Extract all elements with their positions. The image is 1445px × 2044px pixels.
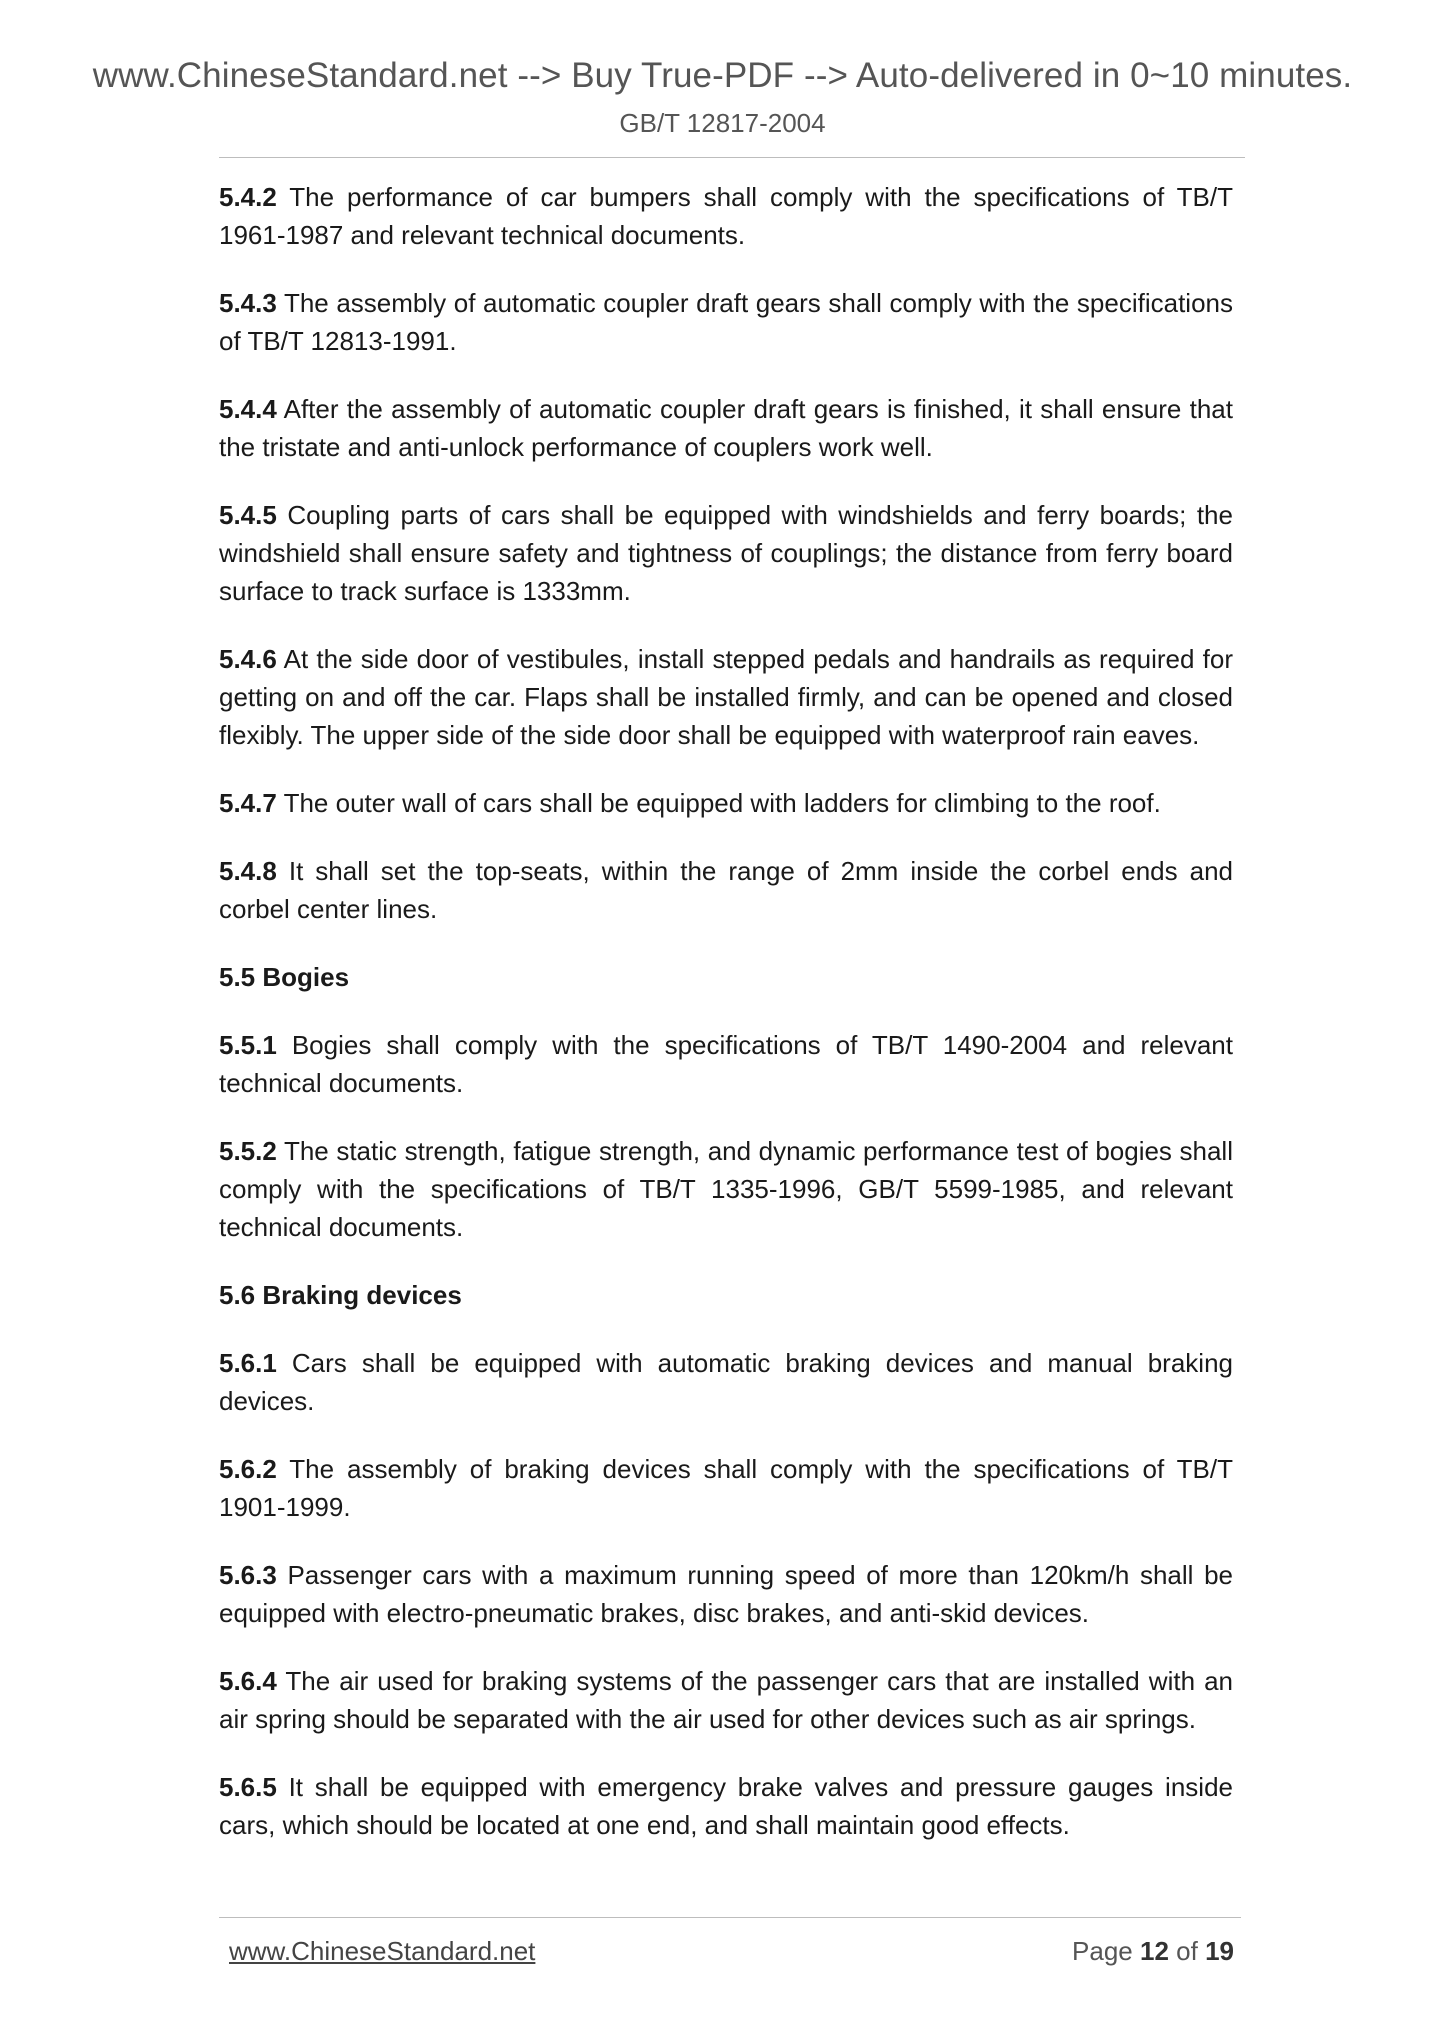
clause-5-5-2 xyxy=(219,1132,1233,1246)
clause-5-4-6 xyxy=(219,640,1233,754)
clause-text: It shall set the top-seats, within the range of 2mm inside the corbel ends and corbel center lines. xyxy=(219,856,1233,924)
clause-number: 5.6.1 xyxy=(219,1348,277,1378)
clause-text: The outer wall of cars shall be equipped with ladders for climbing to the roof. xyxy=(283,788,1161,818)
section-heading-bogies: 5.5 Bogies xyxy=(219,962,350,992)
header-promo-link[interactable]: www.ChineseStandard.net --> Buy True-PDF --> Auto-delivered in 0~10 minutes. xyxy=(92,56,1353,95)
clause-number: 5.6.2 xyxy=(219,1454,277,1484)
clause-5-6-1 xyxy=(219,1344,1233,1420)
clause-5-4-5 xyxy=(219,496,1233,610)
section-heading-braking-devices: 5.6 Braking devices xyxy=(219,1280,462,1310)
clause-number: 5.4.3 xyxy=(219,288,277,318)
page-current: 12 xyxy=(1140,1936,1169,1966)
clause-5-4-2 xyxy=(219,178,1233,254)
clause-text: Coupling parts of cars shall be equipped with windshields and ferry boards; the windshield shall ensure safety and tightness of couplings; the distance from ferry board surface to track surface is 1333mm. xyxy=(219,500,1233,606)
clause-number: 5.4.2 xyxy=(219,182,277,212)
clause-5-4-7 xyxy=(219,784,1233,822)
page-of: of xyxy=(1176,1936,1198,1966)
clause-text: At the side door of vestibules, install stepped pedals and handrails as required for getting on and off the car. Flaps shall be installed firmly, and can be opened and closed flexibly. The upper side of the side door shall be equipped with waterproof rain eaves. xyxy=(219,644,1233,750)
clause-number: 5.4.5 xyxy=(219,500,277,530)
clause-text: The air used for braking systems of the passenger cars that are installed with an air spring should be separated with the air used for other devices such as air springs. xyxy=(219,1666,1233,1734)
clause-number: 5.6.3 xyxy=(219,1560,277,1590)
clause-number: 5.4.4 xyxy=(219,394,277,424)
page-total: 19 xyxy=(1205,1936,1234,1966)
page-indicator xyxy=(1072,1936,1234,1967)
clause-number: 5.4.8 xyxy=(219,856,277,886)
clause-text: Cars shall be equipped with automatic braking devices and manual braking devices. xyxy=(219,1348,1233,1416)
clause-text: The assembly of automatic coupler draft gears shall comply with the specifications of TB/T 12813-1991. xyxy=(219,288,1233,356)
clause-number: 5.5.1 xyxy=(219,1030,277,1060)
document-body xyxy=(219,178,1233,1874)
clause-text: The performance of car bumpers shall comply with the specifications of TB/T 1961-1987 and relevant technical documents. xyxy=(219,182,1233,250)
header-divider xyxy=(219,157,1245,158)
clause-5-6-4 xyxy=(219,1662,1233,1738)
page-prefix: Page xyxy=(1072,1936,1133,1966)
clause-number: 5.6.4 xyxy=(219,1666,277,1696)
clause-5-4-8 xyxy=(219,852,1233,928)
clause-5-4-3 xyxy=(219,284,1233,360)
clause-5-6-5 xyxy=(219,1768,1233,1844)
clause-number: 5.4.7 xyxy=(219,788,277,818)
clause-number: 5.5.2 xyxy=(219,1136,277,1166)
clause-text: The assembly of braking devices shall comply with the specifications of TB/T 1901-1999. xyxy=(219,1454,1233,1522)
footer-divider xyxy=(219,1917,1241,1918)
clause-text: After the assembly of automatic coupler draft gears is finished, it shall ensure that the tristate and anti-unlock performance of couplers work well. xyxy=(219,394,1233,462)
clause-5-4-4 xyxy=(219,390,1233,466)
clause-text: It shall be equipped with emergency brake valves and pressure gauges inside cars, which should be located at one end, and shall maintain good effects. xyxy=(219,1772,1233,1840)
clause-text: The static strength, fatigue strength, and dynamic performance test of bogies shall comply with the specifications of TB/T 1335-1996, GB/T 5599-1985, and relevant technical documents. xyxy=(219,1136,1233,1242)
clause-number: 5.6.5 xyxy=(219,1772,277,1802)
clause-text: Bogies shall comply with the specifications of TB/T 1490-2004 and relevant technical documents. xyxy=(219,1030,1233,1098)
clause-5-6-2 xyxy=(219,1450,1233,1526)
clause-text: Passenger cars with a maximum running speed of more than 120km/h shall be equipped with electro-pneumatic brakes, disc brakes, and anti-skid devices. xyxy=(219,1560,1233,1628)
standard-number: GB/T 12817-2004 xyxy=(619,108,826,138)
clause-5-6-3 xyxy=(219,1556,1233,1632)
clause-5-5-1 xyxy=(219,1026,1233,1102)
footer-site-link[interactable]: www.ChineseStandard.net xyxy=(229,1936,536,1966)
clause-number: 5.4.6 xyxy=(219,644,277,674)
